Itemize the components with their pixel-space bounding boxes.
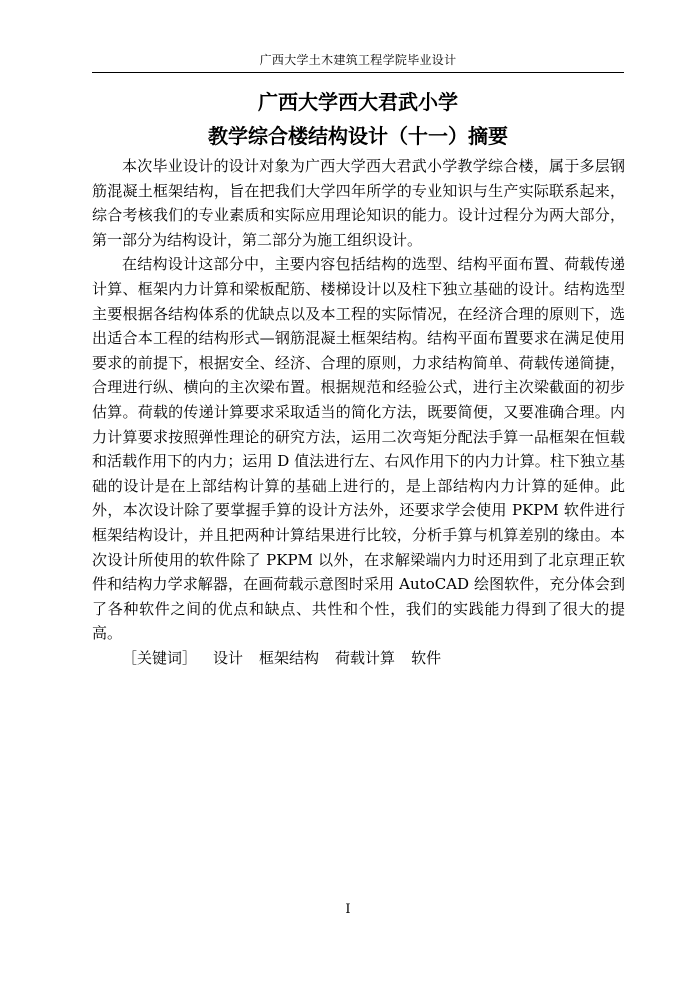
abstract-paragraph-1: 本次毕业设计的设计对象为广西大学西大君武小学教学综合楼，属于多层钢筋混凝土框架结构，旨在把我们大学四年所学的专业知识与生产实际联系起来，综合考核我们的专业素质和实际应用理论知识的能力。设计过程分为两大部分，第一部分为结构设计，第二部分为施工组织设计。: [92, 157, 625, 249]
abstract-paragraph-2: 在结构设计这部分中，主要内容包括结构的选型、结构平面布置、荷载传递计算、框架内力计算和梁板配筋、楼梯设计以及柱下独立基础的设计。结构选型主要根据各结构体系的优缺点以及本工程的实际情况，在经济合理的原则下，选出适合本工程的结构形式—钢筋混凝土框架结构。结构平面布置要求在满足使用要求的前提下，根据安全、经济、合理的原则，力求结构简单、荷载传递简捷，合理进行纵、横向的主次梁布置。根据规范和经验公式，进行主次梁截面的初步估算。荷载的传递计算要求采取适当的简化方法，既要简便，又要准确合理。内力计算要求按照弹性理论的研究方法，运用二次弯矩分配法手算一品框架在恒载和活载作用下的内力；运用 D 值法进行左、右风作用下的内力计算。柱下独立基础的设计是在上部结构计算的基础上进行的，是上部结构内力计算的延伸。此外，本次设计除了要掌握手算的设计方法外，还要求学会使用 PKPM 软件进行框架结构设计，并且把两种计算结果进行比较，分析手算与机算差别的缘由。本次设计所使用的软件除了 PKPM 以外，在求解梁端内力时还用到了北京理正软件和结构力学求解器，在画荷载示意图时采用 AutoCAD 绘图软件，充分体会到了各种软件之间的优点和缺点、共性和个性，我们的实践能力得到了很大的提高。: [92, 255, 625, 643]
running-header: 广西大学土木建筑工程学院毕业设计: [259, 53, 457, 67]
document-title-line-2: 教学综合楼结构设计（十一）摘要: [208, 124, 508, 148]
keyword-term: 框架结构: [259, 648, 320, 667]
keywords-line: [92, 646, 625, 671]
header-rule: [92, 72, 624, 73]
keyword-term: 荷载计算: [335, 648, 396, 667]
document-title-line-1: 广西大学西大君武小学: [258, 90, 458, 114]
keyword-term: 软件: [411, 648, 442, 667]
keywords-label: ［关键词］: [122, 648, 198, 667]
abstract-body: [92, 154, 625, 670]
keyword-term: 设计: [213, 648, 244, 667]
page-number: I: [345, 902, 351, 917]
